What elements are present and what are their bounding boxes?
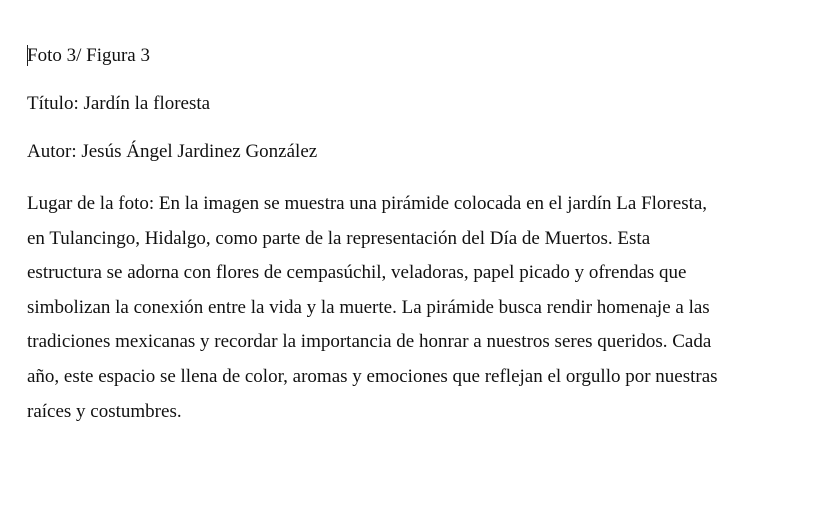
- title-line: Título: Jardín la floresta: [27, 93, 211, 114]
- description-line: raíces y costumbres.: [27, 400, 182, 422]
- description-line: año, este espacio se llena de color, aromas y emociones que reflejan el orgullo por nuestras: [27, 365, 718, 387]
- author-line: Autor: Jesús Ángel Jardinez González: [27, 141, 318, 162]
- description-line: estructura se adorna con flores de cempasúchil, veladoras, papel picado y ofrendas que: [27, 262, 687, 284]
- description-line: Lugar de la foto: En la imagen se muestra una pirámide colocada en el jardín La Floresta,: [27, 193, 708, 214]
- description-line: tradiciones mexicanas y recordar la importancia de honrar a nuestros seres queridos. Cada: [27, 331, 712, 353]
- description-line: simbolizan la conexión entre la vida y la muerte. La pirámide busca rendir homenaje a las: [27, 296, 710, 318]
- description-line: en Tulancingo, Hidalgo, como parte de la representación del Día de Muertos. Esta: [27, 227, 651, 249]
- figure-label: Foto 3/ Figura 3: [27, 45, 150, 66]
- description-paragraph: [27, 187, 787, 429]
